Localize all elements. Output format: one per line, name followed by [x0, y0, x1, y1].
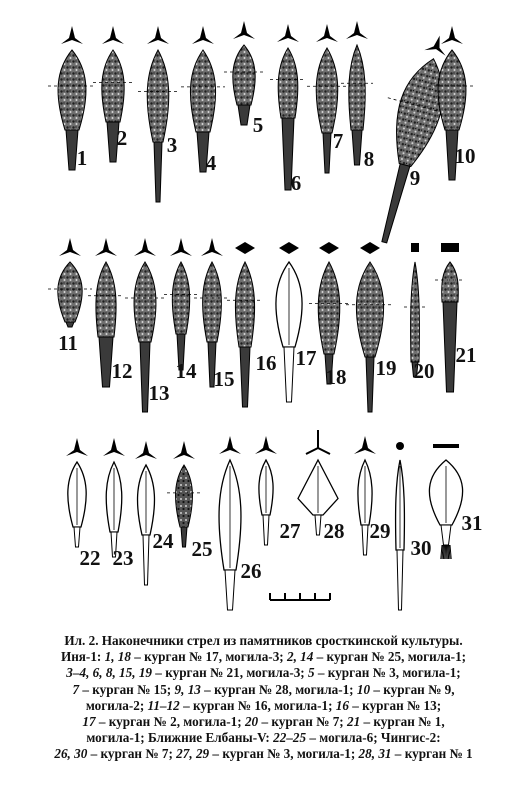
arrowhead-label: 7 — [332, 129, 344, 153]
caption-title: Ил. 2. Наконечники стрел из памятников сросткинской культуры. — [64, 633, 463, 648]
arrowhead-27 — [255, 436, 277, 545]
arrowhead-3 — [138, 26, 178, 202]
arrowhead-14 — [164, 238, 198, 370]
arrowhead-label: 12 — [111, 359, 133, 383]
arrowhead-label: 31 — [461, 511, 483, 535]
arrowhead-label: 2 — [116, 126, 128, 150]
arrowhead-label: 29 — [369, 519, 391, 543]
arrowhead-label: 11 — [58, 331, 78, 355]
arrowhead-label: 20 — [413, 359, 435, 383]
arrowhead-label: 8 — [363, 147, 375, 171]
arrowhead-21 — [435, 243, 465, 392]
arrowhead-label: 18 — [325, 365, 347, 389]
arrowhead-11 — [48, 238, 92, 327]
caption-line: 7 – курган № 15; 9, 13 – курган № 28, могила-1; 10 – курган № 9, — [72, 681, 455, 697]
caption-line: могила-2; 11–12 – курган № 16, могила-1; 16 – курган № 13; — [85, 697, 442, 713]
arrowhead-label: 28 — [323, 519, 345, 543]
arrowhead-label: 19 — [375, 356, 397, 380]
arrowhead-23 — [103, 438, 125, 557]
arrowhead-22 — [66, 438, 88, 547]
caption-line: 3–4, 6, 8, 15, 19 – курган № 21, могила-3; 5 – курган № 3, могила-1; — [66, 665, 461, 681]
arrowhead-label: 24 — [152, 529, 174, 553]
arrowhead-15 — [194, 238, 230, 387]
arrowhead-label: 21 — [455, 343, 477, 367]
arrowhead-26 — [219, 436, 241, 610]
arrowhead-label: 15 — [213, 367, 235, 391]
arrowhead-8 — [341, 21, 373, 165]
arrowhead-label: 3 — [166, 133, 178, 157]
caption-line: 17 – курган № 2, могила-1; 20 – курган № 7; 21 – курган № 1, — [82, 714, 445, 730]
arrowhead-17 — [276, 242, 302, 402]
arrowhead-label: 5 — [252, 113, 264, 137]
arrowhead-30 — [396, 442, 405, 610]
arrowhead-label: 1 — [76, 146, 88, 170]
arrowhead-label: 23 — [112, 546, 134, 570]
caption-line: Иня-1: 1, 18 – курган № 17, могила-3; 2, 14 – курган № 25, могила-1; — [60, 649, 467, 665]
arrowhead-label: 4 — [205, 151, 217, 175]
arrowhead-label: 27 — [279, 519, 301, 543]
arrowhead-label: 13 — [148, 381, 170, 405]
arrowhead-label: 17 — [295, 346, 317, 370]
arrowhead-4 — [181, 26, 225, 172]
arrowhead-6 — [270, 24, 306, 190]
arrowhead-20 — [404, 243, 426, 377]
arrowhead-label: 30 — [410, 536, 432, 560]
arrowhead-1 — [48, 26, 96, 170]
arrowhead-label: 9 — [409, 166, 421, 190]
figure-caption — [8, 633, 519, 763]
arrowhead-24 — [135, 441, 157, 585]
arrowhead-label: 6 — [290, 171, 302, 195]
arrowhead-31 — [429, 444, 462, 559]
arrowhead-label: 14 — [175, 359, 197, 383]
arrowhead-19 — [346, 242, 394, 412]
caption-line: 26, 30 – курган № 7; 27, 29 – курган № 3, могила-1; 28, 31 – курган № 1 — [54, 746, 473, 762]
arrowhead-label: 16 — [255, 351, 277, 375]
caption-line: могила-1; Ближние Елбаны-V: 22–25 – могила-6; Чингис-2: — [86, 730, 441, 746]
scale-bar — [270, 593, 330, 600]
arrowhead-5 — [224, 21, 264, 125]
arrowhead-label: 25 — [191, 537, 213, 561]
arrowhead-label: 26 — [240, 559, 262, 583]
arrowhead-label: 10 — [454, 144, 476, 168]
arrowhead-label: 22 — [79, 546, 101, 570]
